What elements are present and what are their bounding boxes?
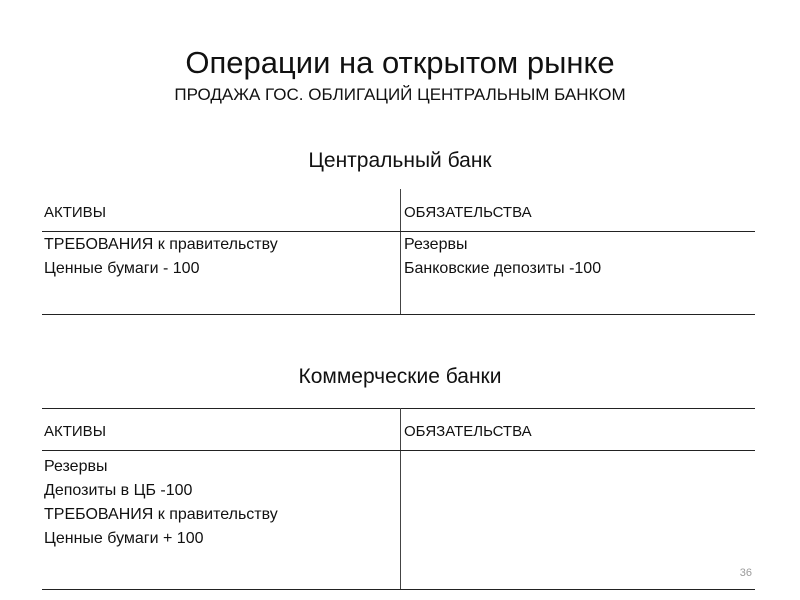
commercial-banks-heading: Коммерческие банки	[298, 365, 502, 388]
asset-line: ТРЕБОВАНИЯ к правительству	[44, 236, 278, 253]
assets-header: АКТИВЫ	[44, 423, 106, 440]
header-divider	[42, 231, 755, 232]
liabilities-header: ОБЯЗАТЕЛЬСТВА	[404, 204, 532, 221]
liabilities-header: ОБЯЗАТЕЛЬСТВА	[404, 423, 532, 440]
assets-cell	[44, 233, 278, 281]
liability-line: Резервы	[404, 236, 468, 253]
asset-line: Депозиты в ЦБ -100	[44, 482, 193, 499]
liability-line: Банковские депозиты -100	[404, 260, 602, 277]
asset-line: ТРЕБОВАНИЯ к правительству	[44, 506, 278, 523]
header-divider	[42, 450, 755, 451]
table-bottom-line	[42, 589, 755, 590]
commercial-banks-balance-table	[42, 408, 755, 590]
table-bottom-line	[42, 314, 755, 315]
column-divider	[400, 408, 401, 590]
slide-title: Операции на открытом рынке	[185, 45, 615, 80]
slide-subtitle: ПРОДАЖА ГОС. ОБЛИГАЦИЙ ЦЕНТРАЛЬНЫМ БАНКОМ	[174, 85, 626, 104]
central-bank-balance-table	[42, 189, 755, 315]
assets-cell	[44, 455, 278, 551]
page-number: 36	[739, 567, 752, 579]
assets-header: АКТИВЫ	[44, 204, 106, 221]
column-divider	[400, 189, 401, 315]
asset-line: Ценные бумаги - 100	[44, 260, 200, 277]
liabilities-cell	[404, 233, 601, 281]
asset-line: Ценные бумаги + 100	[44, 530, 204, 547]
asset-line: Резервы	[44, 458, 108, 475]
central-bank-heading: Центральный банк	[308, 149, 492, 172]
table-top-line	[42, 408, 755, 409]
